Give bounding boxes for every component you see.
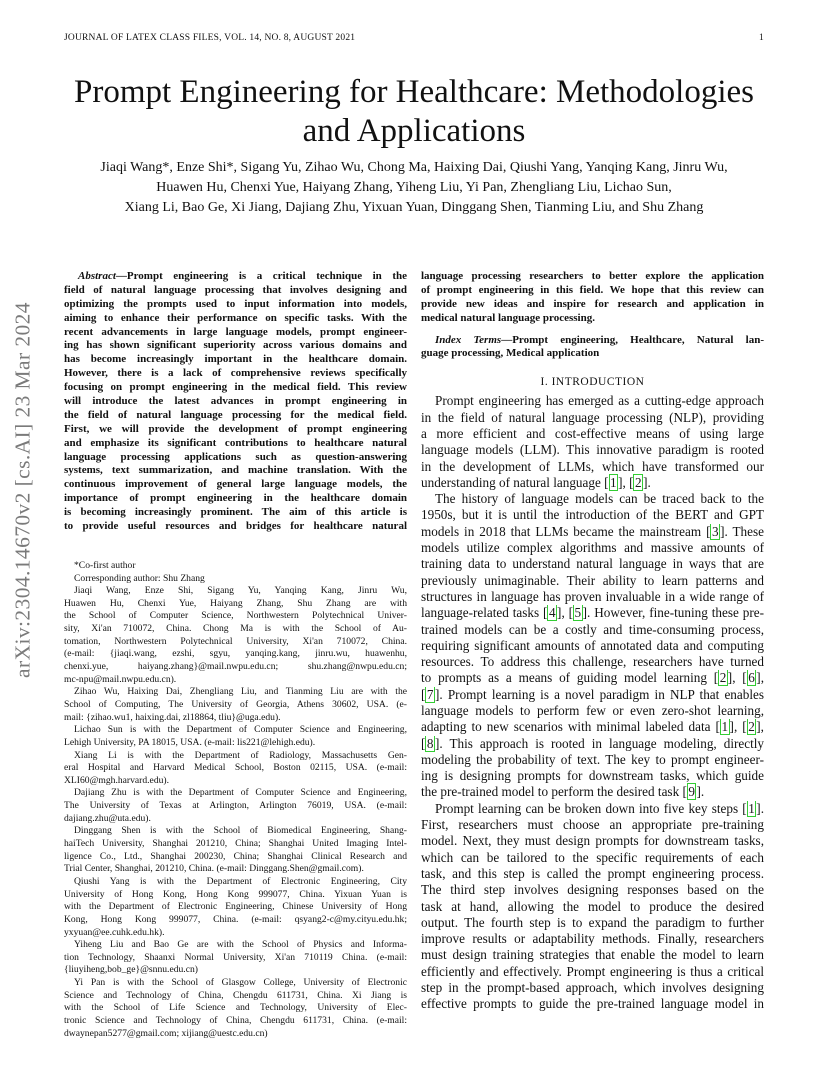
- footnote-line: {liuyiheng,bob_ge}@snnu.edu.cn): [64, 964, 198, 976]
- footnote: [64, 977, 407, 1040]
- body-line: in the development of LLMs, which have transformed our: [421, 458, 764, 474]
- body-line: training data to understand natural language in ways that are: [421, 556, 764, 572]
- footnote: [64, 686, 407, 724]
- footnote-line: chenxi.yue, haiyang.zhang}@mail.nwpu.edu.cn; shu.zhang@nwpu.edu.cn;: [64, 661, 407, 673]
- paper-title: [64, 73, 764, 151]
- footnote-line: eral Hospital and Harvard Medical School, Boston 02115, USA. (e-mail:: [64, 762, 407, 774]
- introduction-body: [421, 393, 764, 1012]
- body-line: must design training strategies that enable the model to learn: [421, 947, 764, 963]
- footnote-line: Dinggang Shen is with the School of Biomedical Engineering, Shang-: [74, 825, 407, 837]
- abstract-line: is becoming increasingly prominent. The aim of this article is: [64, 506, 407, 519]
- footnote-line: haiTech University, Shanghai 201210, China; Shanghai United Imaging Intel-: [64, 838, 407, 850]
- body-line: previously unimaginable. Their ability to learn patterns and: [421, 572, 764, 588]
- title-line: Prompt Engineering for Healthcare: Methodologies: [74, 74, 754, 110]
- footnote: [64, 724, 407, 749]
- citation-link[interactable]: 3: [711, 523, 719, 539]
- citation-link[interactable]: 2: [719, 670, 727, 686]
- body-line: to prompts as a means of guiding model learning [ 2 ], [ 6 ],: [421, 670, 764, 686]
- left-column: [64, 270, 407, 1040]
- running-head: [64, 33, 764, 43]
- abstract-line: recent advancements in large language models, prompt engineer-: [64, 325, 407, 338]
- body-line: task at hand, allowing the model to produce the desired: [421, 898, 764, 914]
- body-line: a more efficient and cost-effective means of using large: [421, 425, 764, 441]
- body-line: step in the prompt-based approach, which involves designing: [421, 980, 764, 996]
- citation-link[interactable]: 9: [688, 784, 695, 800]
- body-line: model. Next, they must design prompts for downstream tasks,: [421, 833, 764, 849]
- abstract-line: has become increasingly important in the healthcare domain.: [64, 353, 407, 366]
- footnote-line: with the Department of Electronic Engineering, Chinese University of Hong: [64, 901, 407, 913]
- footnote-line: *Co-first author: [74, 559, 136, 571]
- author-list: [64, 158, 764, 218]
- author-line: Jiaqi Wang*, Enze Shi*, Sigang Yu, Zihao Wu, Chong Ma, Haixing Dai, Qiushi Yang, Yanqing Kang, Jinru Wu,: [100, 160, 728, 175]
- citation-link[interactable]: 8: [426, 735, 434, 751]
- body-line: effective prompts to guide the pre-trained language model in: [421, 996, 764, 1012]
- abstract-line: ing has shown significant superiority across various domains and: [64, 339, 407, 352]
- footnote-line: dwaynepan5277@gmail.com; xijiang@uestc.edu.cn): [64, 1027, 268, 1039]
- body-line: which can be tailored to the specific requirements of each: [421, 849, 764, 865]
- footnote: [64, 939, 407, 977]
- citation-link[interactable]: 2: [634, 474, 642, 490]
- body-line: trained models can be a costly and time-consuming process,: [421, 621, 764, 637]
- section-heading: I. INTRODUCTION: [540, 376, 645, 389]
- body-line: modeling the probability of text. The key to prompt engineer-: [421, 751, 764, 767]
- body-line: language models to perform few or even zero-shot learning,: [421, 702, 764, 718]
- title-line: and Applications: [302, 113, 526, 149]
- footnote: [64, 876, 407, 939]
- footnote-line: yxyuan@ee.cuhk.edu.hk).: [64, 926, 165, 938]
- abstract-line: medical natural language processing.: [421, 311, 595, 324]
- intro-paragraph: [421, 491, 764, 801]
- abstract-line: However, there is a lack of comprehensive reviews specifically: [64, 367, 407, 380]
- body-line: [ 8 ]. This approach is rooted in language modeling, directly: [421, 735, 764, 751]
- body-line: Prompt learning can be broken down into five key steps [ 1 ].: [435, 800, 764, 816]
- footnote-line: (e-mail: {jiaqi.wang, ezshi, sgyu, yanqing.kang, jinru.wu, huawenhu,: [64, 648, 407, 660]
- abstract: [64, 270, 407, 534]
- footnote: [64, 750, 407, 788]
- footnote-line: mail: {zihao.wu1, haixing.dai, zl18864, tliu}@uga.edu).: [64, 711, 281, 723]
- body-line: adapting to new scenarios with minimal labeled data [ 1 ], [ 2 ],: [421, 719, 764, 735]
- index-terms-line: guage processing, Medical application: [421, 347, 600, 360]
- author-line: Huawen Hu, Chenxi Yue, Haiyang Zhang, Yiheng Liu, Yi Pan, Zhengliang Liu, Lichao Sun,: [156, 180, 672, 195]
- body-line: models in 2018 that LLMs became the mainstream [ 3 ]. These: [421, 523, 764, 539]
- footnote-line: mc-npu@mail.nwpu.edu.cn).: [64, 673, 177, 685]
- footnote-line: Xiang Li is with the Department of Radiology, Massachusetts Gen-: [74, 749, 407, 761]
- body-line: requiring significant amounts of annotated data and computing: [421, 637, 764, 653]
- footnote-line: XLI60@mgh.harvard.edu).: [64, 774, 170, 786]
- abstract-line: will introduce the latest advances in prompt engineering in: [64, 395, 407, 408]
- footnote-line: Yi Pan is with the School of Glasgow College, University of Electronic: [74, 977, 407, 989]
- body-line: output. The fourth step is to expand the paradigm to further: [421, 914, 764, 930]
- abstract-line: field of natural language processing that involves designing and: [64, 283, 407, 296]
- citation-link[interactable]: 2: [748, 719, 755, 735]
- abstract-line: systems, text summarization, and machine translation. With the: [64, 464, 407, 477]
- footnote-line: Lichao Sun is with the Department of Computer Science and Engineering,: [74, 724, 407, 736]
- footnote: [64, 585, 407, 686]
- abstract-line: language processing researchers to better explore the application: [421, 270, 764, 282]
- abstract-line: First, we will provide the development of prompt engineering: [64, 422, 407, 435]
- citation-link[interactable]: 5: [574, 605, 582, 621]
- body-line: understanding of natural language [ 1 ], [ 2 ].: [421, 474, 651, 490]
- citation-link[interactable]: 7: [426, 686, 434, 702]
- footnote-line: School of Computing, The University of Georgia, Athens 30602, USA. (e-: [64, 698, 407, 710]
- footnote-line: tion Technology, Shaanxi Normal University, Xi'an 710119 China. (e-mail:: [64, 951, 407, 963]
- footnote-line: Zihao Wu, Haixing Dai, Zhengliang Liu, and Tianming Liu are with the: [74, 686, 407, 698]
- abstract-body: [64, 270, 407, 534]
- citation-link[interactable]: 1: [721, 719, 729, 735]
- body-line: The third step involves designing responses based on the: [421, 882, 764, 898]
- footnote-line: Corresponding author: Shu Zhang: [74, 572, 205, 584]
- body-line: language models (LLM). This innovative paradigm is rooted: [421, 442, 764, 458]
- footnote-line: tronic Science and Technology of China, Chengdu 611731, China. (e-mail:: [64, 1014, 407, 1026]
- footnote: [64, 560, 407, 573]
- body-line: resources. To address this challenge, researchers have turned: [421, 654, 764, 670]
- abstract-line: and emphasize its significant contributions to healthcare natural: [64, 436, 407, 449]
- body-line: 1950s, but it is until the introduction of the BERT and GPT: [421, 507, 764, 523]
- body-line: First, researchers must choose an appropriate pre-training: [421, 817, 764, 833]
- index-terms-line: Index Terms—Prompt engineering, Healthcare, Natural lan-: [435, 333, 764, 346]
- abstract-line: optimizing the prompts used to input information into models,: [64, 297, 407, 310]
- journal-header: JOURNAL OF LATEX CLASS FILES, VOL. 14, NO. 8, AUGUST 2021: [64, 33, 356, 43]
- footnote-line: Kong, Hong Kong 999077, China. (e-mail: qsyang2-c@my.cityu.edu.hk;: [64, 913, 407, 925]
- citation-link[interactable]: 1: [610, 474, 617, 490]
- body-line: The history of language models can be traced back to the: [435, 491, 764, 507]
- footnote-line: with the School of Life Science and Technology, University of Elec-: [64, 1002, 407, 1014]
- author-line: Xiang Li, Bao Ge, Xi Jiang, Dajiang Zhu, Yixuan Yuan, Dinggang Shen, Tianming Liu, and Shu Zhang: [124, 200, 704, 215]
- footnote-line: University of Hong Kong, Hong Kong 999077, China. Yixuan Yuan is: [64, 888, 407, 900]
- abstract-line: aiming to enhance their performance on specific tasks. With the: [64, 311, 407, 324]
- footnote: [64, 573, 407, 586]
- footnote-line: sity, Xi'an 710072, China. Chong Ma is with the School of Au-: [64, 623, 407, 635]
- body-line: language-related tasks [ 4 ], [ 5 ]. However, fine-tuning these pre-: [421, 605, 764, 621]
- abstract-line: Abstract—Prompt engineering is a critical technique in the: [78, 270, 407, 282]
- abstract-line: of prompt engineering in this field. We hope that this review can: [421, 283, 764, 296]
- footnote-line: Trial Center, Shanghai, 201210, China. (e-mail: Dinggang.Shen@gmail.com).: [64, 863, 364, 875]
- abstract-line: continuous improvement of general large language models, the: [64, 478, 407, 491]
- arxiv-stamp: [8, 290, 38, 690]
- citation-link[interactable]: 4: [548, 605, 556, 621]
- footnote-line: Jiaqi Wang, Enze Shi, Sigang Yu, Yanqing Kang, Jinru Wu,: [74, 585, 407, 597]
- abstract-line: provide new ideas and inspire for research and application in: [421, 297, 764, 310]
- body-line: in the field of natural language processing (NLP), providing: [421, 409, 764, 425]
- arxiv-stamp-text: arXiv:2304.14670v2 [cs.AI] 23 Mar 2024: [10, 302, 35, 678]
- footnote-line: Qiushi Yang is with the Department of Electronic Engineering, City: [74, 875, 407, 887]
- right-column: [421, 270, 764, 1013]
- body-line: improve results or adaptability methods. Finally, researchers: [421, 931, 764, 947]
- footnote-line: Lehigh University, PA 18015, USA. (e-mail: lis221@lehigh.edu).: [64, 736, 316, 748]
- index-terms-label: Index Terms: [435, 333, 502, 346]
- abstract-line: language processing applications such as question-answering: [64, 450, 407, 463]
- footnote: [64, 825, 407, 876]
- page-number: 1: [759, 33, 764, 43]
- footnote-line: The University of Texas at Arlington, Arlington 76019, USA. (e-mail:: [64, 800, 407, 812]
- footnotes: [64, 560, 407, 1040]
- body-line: ing is designing prompts for downstream tasks, which guide: [421, 768, 764, 784]
- body-line: task, and this step is called the prompt engineering process.: [421, 865, 764, 881]
- abstract-label: Abstract: [78, 270, 116, 282]
- footnote-line: tomation, Northwestern Polytechnical University, Xi'an 710072, China.: [64, 635, 407, 647]
- body-line: efficiently and effectively. Prompt engineering is thus a critical: [421, 963, 764, 979]
- footnote: [64, 787, 407, 825]
- abstract-line: the field of natural language processing for the medical field.: [64, 408, 407, 421]
- abstract-line: importance of prompt engineering in the healthcare domain: [64, 492, 407, 505]
- body-line: the pre-trained model to perform the desired task [ 9 ].: [421, 784, 705, 800]
- index-terms: [421, 334, 764, 362]
- abstract-line: to provide useful resources and bridges for healthcare natural: [64, 520, 407, 533]
- body-line: structures in language has proven invaluable in a wide range of: [421, 588, 764, 604]
- intro-paragraph: [421, 393, 764, 491]
- citation-link[interactable]: 6: [748, 670, 755, 686]
- abstract-line: focusing on prompt engineering in the medical field. This review: [64, 381, 407, 394]
- footnote-line: dajiang.zhu@uta.edu).: [64, 812, 151, 824]
- footnote-line: Science and Technology of China, Chengdu 611731, China. Xi Jiang is: [64, 989, 407, 1001]
- intro-paragraph: [421, 801, 764, 1013]
- footnote-line: Yiheng Liu and Bao Ge are with the School of Physics and Informa-: [74, 939, 407, 951]
- abstract-continued: [421, 270, 764, 326]
- footnote-line: Huawen Hu, Chenxi Yue, Haiyang Zhang, Shu Zhang are with: [64, 597, 407, 609]
- footnote-line: the School of Computer Science, Northwestern Polytechnical Univer-: [64, 610, 407, 622]
- body-line: Prompt engineering has emerged as a cutting-edge approach: [435, 393, 764, 409]
- citation-link[interactable]: 1: [748, 800, 755, 816]
- footnote-line: ligence Co., Ltd., Shanghai 200230, China; Shanghai Clinical Research and: [64, 850, 407, 862]
- body-line: [ 7 ]. Prompt learning is a novel paradigm in NLP that enables: [421, 686, 764, 702]
- body-line: models utilize complex algorithms and massive amounts of: [421, 540, 764, 556]
- footnote-line: Dajiang Zhu is with the Department of Computer Science and Engineering,: [74, 787, 407, 799]
